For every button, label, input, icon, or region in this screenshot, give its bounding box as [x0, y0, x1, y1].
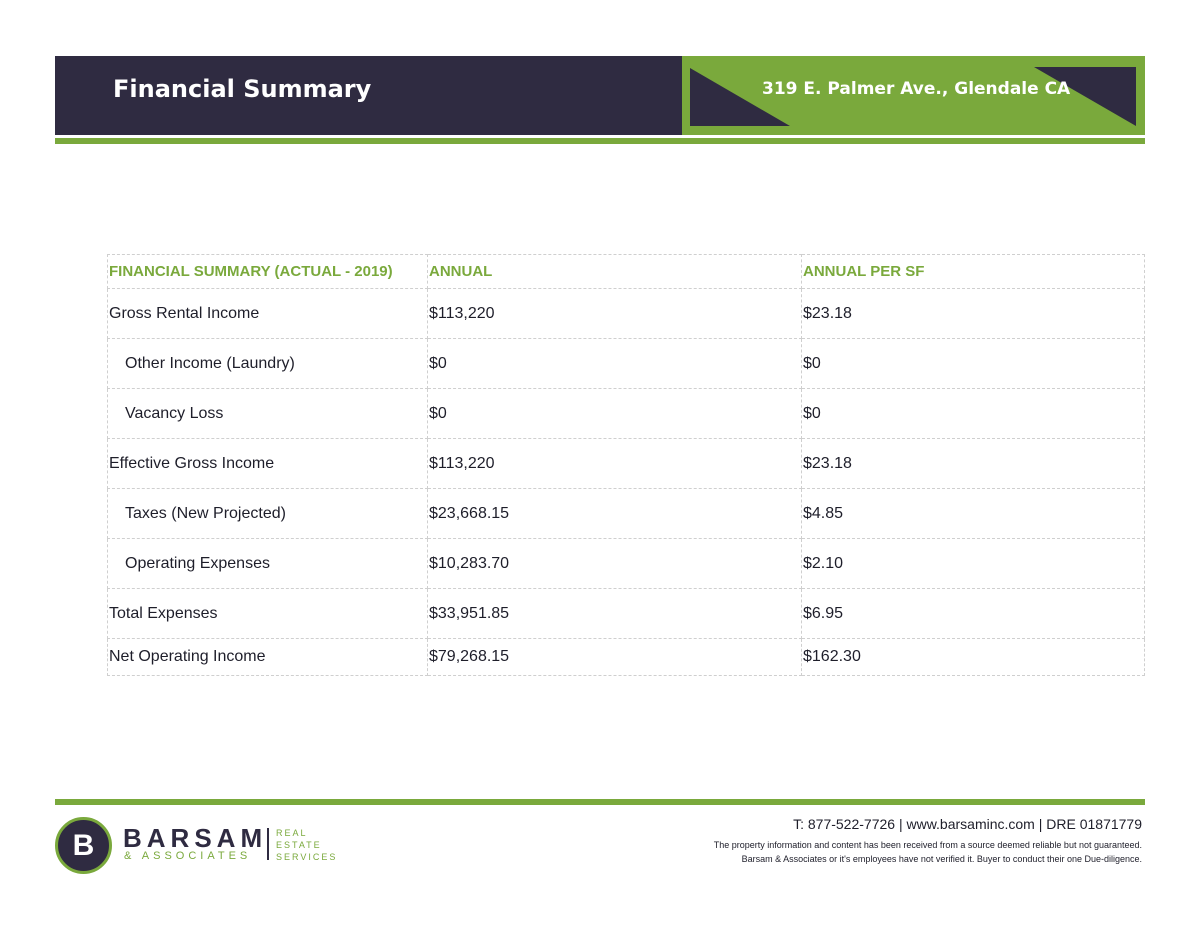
- row-annual: $10,283.70: [428, 539, 802, 589]
- column-header-annual: ANNUAL: [428, 255, 802, 289]
- disclaimer-line: The property information and content has been received from a source deemed reliable but not guaranteed.: [713, 840, 1142, 850]
- table-row: [108, 639, 1145, 676]
- row-per-sf: $23.18: [802, 289, 1145, 339]
- header-address-banner: [682, 56, 1145, 135]
- column-header-summary: FINANCIAL SUMMARY (ACTUAL - 2019): [108, 255, 428, 289]
- table-row: [108, 489, 1145, 539]
- row-annual: $0: [428, 389, 802, 439]
- row-per-sf: $0: [802, 389, 1145, 439]
- table-row: [108, 289, 1145, 339]
- row-label: Other Income (Laundry): [108, 339, 428, 389]
- contact-info: T: 877-522-7726 | www.barsaminc.com | DRE 01871779: [793, 816, 1142, 832]
- table-row: [108, 589, 1145, 639]
- table-header-row: [108, 255, 1145, 289]
- footer-divider-green: [55, 799, 1145, 805]
- financial-summary-table: [107, 254, 1145, 676]
- logo-tagline-line: SERVICES: [276, 852, 338, 862]
- logo-name: BARSAM: [123, 823, 268, 853]
- column-header-annual-per-sf: ANNUAL PER SF: [802, 255, 1145, 289]
- row-per-sf: $6.95: [802, 589, 1145, 639]
- logo-tagline-line: ESTATE: [276, 840, 322, 850]
- row-label: Total Expenses: [108, 589, 428, 639]
- row-per-sf: $23.18: [802, 439, 1145, 489]
- disclaimer: [714, 838, 1142, 866]
- barsam-logo: [55, 817, 355, 873]
- row-label: Effective Gross Income: [108, 439, 428, 489]
- row-annual: $113,220: [428, 439, 802, 489]
- row-label: Taxes (New Projected): [108, 489, 428, 539]
- row-annual: $23,668.15: [428, 489, 802, 539]
- logo-mark: B: [55, 817, 112, 874]
- table-row: [108, 389, 1145, 439]
- page-title: Financial Summary: [113, 75, 372, 103]
- row-label: Operating Expenses: [108, 539, 428, 589]
- logo-tagline: [276, 827, 337, 863]
- property-address: 319 E. Palmer Ave., Glendale CA: [762, 79, 1071, 99]
- row-label: Net Operating Income: [108, 639, 428, 676]
- header-divider-green: [55, 138, 1145, 144]
- table-row: [108, 339, 1145, 389]
- logo-divider: [267, 828, 269, 860]
- logo-tagline-line: REAL: [276, 828, 308, 838]
- row-label: Vacancy Loss: [108, 389, 428, 439]
- row-annual: $79,268.15: [428, 639, 802, 676]
- header-title-banner: [55, 56, 682, 135]
- table-row: [108, 539, 1145, 589]
- table-row: [108, 439, 1145, 489]
- row-annual: $33,951.85: [428, 589, 802, 639]
- logo-subname: & ASSOCIATES: [124, 850, 252, 862]
- row-per-sf: $2.10: [802, 539, 1145, 589]
- row-per-sf: $0: [802, 339, 1145, 389]
- row-annual: $0: [428, 339, 802, 389]
- row-per-sf: $162.30: [802, 639, 1145, 676]
- disclaimer-line: Barsam & Associates or it's employees have not verified it. Buyer to conduct their one Due-diligence.: [741, 854, 1142, 864]
- row-annual: $113,220: [428, 289, 802, 339]
- row-label: Gross Rental Income: [108, 289, 428, 339]
- row-per-sf: $4.85: [802, 489, 1145, 539]
